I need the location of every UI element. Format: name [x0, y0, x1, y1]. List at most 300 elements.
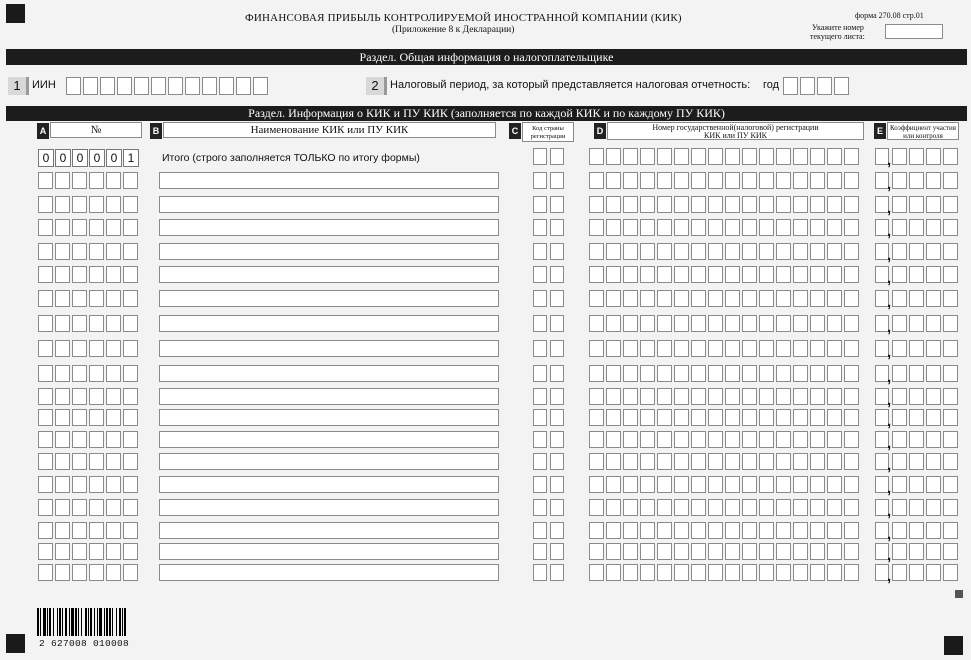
- coefficient-cell[interactable]: [892, 522, 907, 539]
- row-number-cell[interactable]: [72, 266, 87, 283]
- country-code-cell[interactable]: [533, 148, 547, 165]
- coefficient-cell[interactable]: [892, 148, 907, 165]
- coefficient-cell[interactable]: [892, 409, 907, 426]
- registration-number-cell[interactable]: [691, 315, 706, 332]
- registration-number-cell[interactable]: [793, 543, 808, 560]
- name-input[interactable]: [159, 543, 499, 560]
- row-number-cell[interactable]: [106, 365, 121, 382]
- registration-number-cell[interactable]: [827, 476, 842, 493]
- registration-number-cell[interactable]: [759, 243, 774, 260]
- registration-number-cell[interactable]: [742, 290, 757, 307]
- country-code-cell[interactable]: [550, 388, 564, 405]
- name-input[interactable]: [159, 196, 499, 213]
- country-code-cell[interactable]: [550, 431, 564, 448]
- row-number-cell[interactable]: [106, 266, 121, 283]
- name-input[interactable]: [159, 243, 499, 260]
- row-number-cell[interactable]: [38, 431, 53, 448]
- registration-number-cell[interactable]: [589, 388, 604, 405]
- row-number-cell[interactable]: [89, 476, 104, 493]
- coefficient-cell[interactable]: [926, 148, 941, 165]
- row-number-cell[interactable]: [55, 219, 70, 236]
- registration-number-cell[interactable]: [640, 219, 655, 236]
- registration-number-cell[interactable]: [691, 290, 706, 307]
- registration-number-cell[interactable]: [691, 388, 706, 405]
- registration-number-cell[interactable]: [657, 196, 672, 213]
- row-number-cell[interactable]: [106, 388, 121, 405]
- country-code-cell[interactable]: [533, 365, 547, 382]
- country-code-cell[interactable]: [533, 499, 547, 516]
- row-number-cell[interactable]: [72, 431, 87, 448]
- coefficient-cell[interactable]: [926, 196, 941, 213]
- country-code-cell[interactable]: [533, 409, 547, 426]
- registration-number-cell[interactable]: [759, 522, 774, 539]
- registration-number-cell[interactable]: [589, 522, 604, 539]
- registration-number-cell[interactable]: [606, 340, 621, 357]
- registration-number-cell[interactable]: [793, 522, 808, 539]
- registration-number-cell[interactable]: [708, 453, 723, 470]
- registration-number-cell[interactable]: [589, 266, 604, 283]
- row1-digit[interactable]: 0: [89, 149, 105, 167]
- name-input[interactable]: [159, 431, 499, 448]
- registration-number-cell[interactable]: [793, 172, 808, 189]
- row-number-cell[interactable]: [89, 290, 104, 307]
- registration-number-cell[interactable]: [657, 243, 672, 260]
- registration-number-cell[interactable]: [691, 266, 706, 283]
- registration-number-cell[interactable]: [657, 522, 672, 539]
- coefficient-cell[interactable]: [909, 315, 924, 332]
- registration-number-cell[interactable]: [674, 365, 689, 382]
- country-code-cell[interactable]: [533, 219, 547, 236]
- row-number-cell[interactable]: [106, 243, 121, 260]
- row-number-cell[interactable]: [123, 409, 138, 426]
- coefficient-cell[interactable]: [926, 243, 941, 260]
- registration-number-cell[interactable]: [657, 476, 672, 493]
- registration-number-cell[interactable]: [742, 453, 757, 470]
- registration-number-cell[interactable]: [589, 172, 604, 189]
- row-number-cell[interactable]: [123, 476, 138, 493]
- registration-number-cell[interactable]: [810, 409, 825, 426]
- registration-number-cell[interactable]: [844, 340, 859, 357]
- registration-number-cell[interactable]: [759, 499, 774, 516]
- registration-number-cell[interactable]: [623, 522, 638, 539]
- registration-number-cell[interactable]: [589, 431, 604, 448]
- row1-digit[interactable]: 0: [106, 149, 122, 167]
- country-code-cell[interactable]: [533, 453, 547, 470]
- registration-number-cell[interactable]: [793, 564, 808, 581]
- coefficient-cell[interactable]: [909, 564, 924, 581]
- row-number-cell[interactable]: [55, 476, 70, 493]
- row-number-cell[interactable]: [72, 315, 87, 332]
- registration-number-cell[interactable]: [844, 453, 859, 470]
- registration-number-cell[interactable]: [708, 266, 723, 283]
- registration-number-cell[interactable]: [606, 499, 621, 516]
- registration-number-cell[interactable]: [810, 388, 825, 405]
- registration-number-cell[interactable]: [827, 564, 842, 581]
- row-number-cell[interactable]: [89, 365, 104, 382]
- registration-number-cell[interactable]: [827, 315, 842, 332]
- row-number-cell[interactable]: [123, 388, 138, 405]
- row-number-cell[interactable]: [123, 543, 138, 560]
- coefficient-cell[interactable]: [909, 290, 924, 307]
- country-code-cell[interactable]: [533, 476, 547, 493]
- row-number-cell[interactable]: [38, 388, 53, 405]
- registration-number-cell[interactable]: [793, 148, 808, 165]
- country-code-cell[interactable]: [550, 543, 564, 560]
- row-number-cell[interactable]: [72, 365, 87, 382]
- registration-number-cell[interactable]: [844, 409, 859, 426]
- row-number-cell[interactable]: [72, 243, 87, 260]
- coefficient-cell[interactable]: [943, 431, 958, 448]
- row-number-cell[interactable]: [55, 365, 70, 382]
- registration-number-cell[interactable]: [674, 453, 689, 470]
- row1-digit[interactable]: 0: [38, 149, 54, 167]
- country-code-cell[interactable]: [533, 543, 547, 560]
- registration-number-cell[interactable]: [759, 409, 774, 426]
- registration-number-cell[interactable]: [793, 243, 808, 260]
- name-input[interactable]: [159, 172, 499, 189]
- row-number-cell[interactable]: [38, 290, 53, 307]
- row-number-cell[interactable]: [123, 219, 138, 236]
- coefficient-cell[interactable]: [943, 564, 958, 581]
- registration-number-cell[interactable]: [657, 564, 672, 581]
- registration-number-cell[interactable]: [640, 266, 655, 283]
- registration-number-cell[interactable]: [640, 499, 655, 516]
- registration-number-cell[interactable]: [674, 522, 689, 539]
- row-number-cell[interactable]: [106, 564, 121, 581]
- registration-number-cell[interactable]: [793, 266, 808, 283]
- registration-number-cell[interactable]: [725, 431, 740, 448]
- name-input[interactable]: [159, 564, 499, 581]
- registration-number-cell[interactable]: [606, 196, 621, 213]
- registration-number-cell[interactable]: [810, 148, 825, 165]
- row-number-cell[interactable]: [123, 365, 138, 382]
- registration-number-cell[interactable]: [844, 564, 859, 581]
- registration-number-cell[interactable]: [742, 476, 757, 493]
- registration-number-cell[interactable]: [725, 499, 740, 516]
- country-code-cell[interactable]: [550, 453, 564, 470]
- country-code-cell[interactable]: [533, 196, 547, 213]
- coefficient-cell[interactable]: [926, 219, 941, 236]
- registration-number-cell[interactable]: [776, 499, 791, 516]
- coefficient-cell[interactable]: [926, 266, 941, 283]
- country-code-cell[interactable]: [533, 172, 547, 189]
- name-input[interactable]: [159, 290, 499, 307]
- coefficient-cell[interactable]: [943, 543, 958, 560]
- registration-number-cell[interactable]: [742, 148, 757, 165]
- registration-number-cell[interactable]: [776, 453, 791, 470]
- row-number-cell[interactable]: [89, 522, 104, 539]
- registration-number-cell[interactable]: [691, 476, 706, 493]
- registration-number-cell[interactable]: [623, 476, 638, 493]
- row-number-cell[interactable]: [89, 219, 104, 236]
- registration-number-cell[interactable]: [844, 196, 859, 213]
- registration-number-cell[interactable]: [708, 522, 723, 539]
- registration-number-cell[interactable]: [793, 340, 808, 357]
- row-number-cell[interactable]: [38, 219, 53, 236]
- registration-number-cell[interactable]: [810, 453, 825, 470]
- registration-number-cell[interactable]: [725, 219, 740, 236]
- registration-number-cell[interactable]: [793, 388, 808, 405]
- registration-number-cell[interactable]: [810, 476, 825, 493]
- country-code-cell[interactable]: [533, 266, 547, 283]
- registration-number-cell[interactable]: [759, 290, 774, 307]
- registration-number-cell[interactable]: [708, 340, 723, 357]
- registration-number-cell[interactable]: [606, 243, 621, 260]
- registration-number-cell[interactable]: [725, 172, 740, 189]
- registration-number-cell[interactable]: [810, 499, 825, 516]
- row-number-cell[interactable]: [106, 476, 121, 493]
- registration-number-cell[interactable]: [708, 365, 723, 382]
- registration-number-cell[interactable]: [657, 388, 672, 405]
- coefficient-cell[interactable]: [892, 340, 907, 357]
- country-code-cell[interactable]: [550, 266, 564, 283]
- row-number-cell[interactable]: [123, 431, 138, 448]
- row-number-cell[interactable]: [38, 543, 53, 560]
- registration-number-cell[interactable]: [810, 365, 825, 382]
- registration-number-cell[interactable]: [844, 148, 859, 165]
- row-number-cell[interactable]: [72, 453, 87, 470]
- coefficient-cell[interactable]: [943, 409, 958, 426]
- registration-number-cell[interactable]: [844, 290, 859, 307]
- country-code-cell[interactable]: [533, 564, 547, 581]
- coefficient-cell[interactable]: [892, 453, 907, 470]
- coefficient-cell[interactable]: [909, 499, 924, 516]
- row-number-cell[interactable]: [106, 196, 121, 213]
- registration-number-cell[interactable]: [589, 476, 604, 493]
- row-number-cell[interactable]: [123, 499, 138, 516]
- coefficient-cell[interactable]: [926, 409, 941, 426]
- registration-number-cell[interactable]: [776, 243, 791, 260]
- coefficient-cell[interactable]: [909, 476, 924, 493]
- coefficient-cell[interactable]: [892, 315, 907, 332]
- row-number-cell[interactable]: [55, 431, 70, 448]
- registration-number-cell[interactable]: [759, 219, 774, 236]
- registration-number-cell[interactable]: [657, 543, 672, 560]
- registration-number-cell[interactable]: [810, 315, 825, 332]
- year-input[interactable]: [783, 77, 849, 95]
- registration-number-cell[interactable]: [623, 499, 638, 516]
- registration-number-cell[interactable]: [674, 499, 689, 516]
- registration-number-cell[interactable]: [691, 431, 706, 448]
- sheet-number-input[interactable]: [885, 24, 943, 39]
- country-code-cell[interactable]: [550, 476, 564, 493]
- country-code-cell[interactable]: [550, 564, 564, 581]
- registration-number-cell[interactable]: [589, 340, 604, 357]
- registration-number-cell[interactable]: [674, 219, 689, 236]
- registration-number-cell[interactable]: [623, 266, 638, 283]
- registration-number-cell[interactable]: [640, 522, 655, 539]
- registration-number-cell[interactable]: [742, 196, 757, 213]
- registration-number-cell[interactable]: [708, 431, 723, 448]
- coefficient-cell[interactable]: [926, 365, 941, 382]
- registration-number-cell[interactable]: [827, 219, 842, 236]
- coefficient-cell[interactable]: [909, 453, 924, 470]
- registration-number-cell[interactable]: [657, 409, 672, 426]
- registration-number-cell[interactable]: [640, 340, 655, 357]
- coefficient-cell[interactable]: [909, 365, 924, 382]
- registration-number-cell[interactable]: [640, 431, 655, 448]
- coefficient-cell[interactable]: [943, 172, 958, 189]
- registration-number-cell[interactable]: [776, 148, 791, 165]
- coefficient-cell[interactable]: [892, 499, 907, 516]
- row-number-cell[interactable]: [89, 340, 104, 357]
- registration-number-cell[interactable]: [827, 266, 842, 283]
- registration-number-cell[interactable]: [606, 409, 621, 426]
- coefficient-cell[interactable]: [926, 476, 941, 493]
- coefficient-cell[interactable]: [943, 148, 958, 165]
- registration-number-cell[interactable]: [759, 315, 774, 332]
- coefficient-cell[interactable]: [909, 219, 924, 236]
- coefficient-cell[interactable]: [943, 365, 958, 382]
- row-number-cell[interactable]: [89, 388, 104, 405]
- registration-number-cell[interactable]: [606, 266, 621, 283]
- registration-number-cell[interactable]: [827, 388, 842, 405]
- row-number-cell[interactable]: [72, 476, 87, 493]
- registration-number-cell[interactable]: [640, 243, 655, 260]
- registration-number-cell[interactable]: [725, 340, 740, 357]
- registration-number-cell[interactable]: [793, 290, 808, 307]
- registration-number-cell[interactable]: [606, 365, 621, 382]
- row-number-cell[interactable]: [123, 522, 138, 539]
- registration-number-cell[interactable]: [776, 388, 791, 405]
- registration-number-cell[interactable]: [640, 388, 655, 405]
- row-number-cell[interactable]: [123, 564, 138, 581]
- registration-number-cell[interactable]: [674, 543, 689, 560]
- registration-number-cell[interactable]: [776, 266, 791, 283]
- row-number-cell[interactable]: [55, 409, 70, 426]
- registration-number-cell[interactable]: [810, 266, 825, 283]
- registration-number-cell[interactable]: [589, 543, 604, 560]
- name-input[interactable]: [159, 219, 499, 236]
- coefficient-cell[interactable]: [926, 453, 941, 470]
- country-code-cell[interactable]: [550, 148, 564, 165]
- country-code-cell[interactable]: [533, 388, 547, 405]
- registration-number-cell[interactable]: [742, 564, 757, 581]
- registration-number-cell[interactable]: [623, 388, 638, 405]
- coefficient-cell[interactable]: [909, 196, 924, 213]
- registration-number-cell[interactable]: [742, 243, 757, 260]
- row-number-cell[interactable]: [72, 388, 87, 405]
- registration-number-cell[interactable]: [827, 243, 842, 260]
- name-input[interactable]: [159, 388, 499, 405]
- registration-number-cell[interactable]: [640, 172, 655, 189]
- registration-number-cell[interactable]: [589, 453, 604, 470]
- registration-number-cell[interactable]: [725, 266, 740, 283]
- registration-number-cell[interactable]: [844, 388, 859, 405]
- coefficient-cell[interactable]: [892, 431, 907, 448]
- row-number-cell[interactable]: [123, 315, 138, 332]
- registration-number-cell[interactable]: [708, 476, 723, 493]
- registration-number-cell[interactable]: [742, 266, 757, 283]
- row1-digit[interactable]: 0: [55, 149, 71, 167]
- registration-number-cell[interactable]: [827, 543, 842, 560]
- registration-number-cell[interactable]: [776, 315, 791, 332]
- name-input[interactable]: [159, 340, 499, 357]
- registration-number-cell[interactable]: [759, 564, 774, 581]
- registration-number-cell[interactable]: [742, 522, 757, 539]
- coefficient-cell[interactable]: [926, 315, 941, 332]
- row-number-cell[interactable]: [106, 409, 121, 426]
- registration-number-cell[interactable]: [827, 431, 842, 448]
- registration-number-cell[interactable]: [742, 340, 757, 357]
- registration-number-cell[interactable]: [606, 543, 621, 560]
- registration-number-cell[interactable]: [640, 476, 655, 493]
- row-number-cell[interactable]: [89, 409, 104, 426]
- row-number-cell[interactable]: [123, 290, 138, 307]
- country-code-cell[interactable]: [533, 315, 547, 332]
- name-input[interactable]: [159, 453, 499, 470]
- registration-number-cell[interactable]: [623, 453, 638, 470]
- coefficient-cell[interactable]: [943, 522, 958, 539]
- registration-number-cell[interactable]: [657, 219, 672, 236]
- registration-number-cell[interactable]: [759, 388, 774, 405]
- name-input[interactable]: [159, 365, 499, 382]
- row-number-cell[interactable]: [89, 266, 104, 283]
- registration-number-cell[interactable]: [844, 172, 859, 189]
- row-number-cell[interactable]: [72, 543, 87, 560]
- registration-number-cell[interactable]: [725, 476, 740, 493]
- country-code-cell[interactable]: [550, 196, 564, 213]
- row-number-cell[interactable]: [55, 522, 70, 539]
- country-code-cell[interactable]: [533, 431, 547, 448]
- row-number-cell[interactable]: [38, 172, 53, 189]
- registration-number-cell[interactable]: [827, 522, 842, 539]
- registration-number-cell[interactable]: [606, 388, 621, 405]
- registration-number-cell[interactable]: [827, 340, 842, 357]
- registration-number-cell[interactable]: [589, 243, 604, 260]
- registration-number-cell[interactable]: [606, 172, 621, 189]
- registration-number-cell[interactable]: [640, 543, 655, 560]
- coefficient-cell[interactable]: [909, 266, 924, 283]
- registration-number-cell[interactable]: [844, 315, 859, 332]
- country-code-cell[interactable]: [550, 499, 564, 516]
- registration-number-cell[interactable]: [793, 196, 808, 213]
- row-number-cell[interactable]: [106, 431, 121, 448]
- registration-number-cell[interactable]: [827, 409, 842, 426]
- registration-number-cell[interactable]: [674, 409, 689, 426]
- registration-number-cell[interactable]: [623, 315, 638, 332]
- registration-number-cell[interactable]: [708, 196, 723, 213]
- registration-number-cell[interactable]: [742, 388, 757, 405]
- registration-number-cell[interactable]: [793, 431, 808, 448]
- registration-number-cell[interactable]: [827, 453, 842, 470]
- registration-number-cell[interactable]: [623, 409, 638, 426]
- registration-number-cell[interactable]: [844, 431, 859, 448]
- registration-number-cell[interactable]: [589, 148, 604, 165]
- registration-number-cell[interactable]: [691, 148, 706, 165]
- row-number-cell[interactable]: [72, 340, 87, 357]
- registration-number-cell[interactable]: [623, 196, 638, 213]
- registration-number-cell[interactable]: [725, 453, 740, 470]
- row-number-cell[interactable]: [89, 543, 104, 560]
- registration-number-cell[interactable]: [606, 219, 621, 236]
- country-code-cell[interactable]: [533, 243, 547, 260]
- registration-number-cell[interactable]: [742, 172, 757, 189]
- registration-number-cell[interactable]: [759, 476, 774, 493]
- registration-number-cell[interactable]: [623, 543, 638, 560]
- row-number-cell[interactable]: [72, 522, 87, 539]
- country-code-cell[interactable]: [550, 365, 564, 382]
- registration-number-cell[interactable]: [691, 543, 706, 560]
- registration-number-cell[interactable]: [589, 499, 604, 516]
- iin-input[interactable]: [66, 77, 268, 95]
- coefficient-cell[interactable]: [892, 196, 907, 213]
- registration-number-cell[interactable]: [810, 564, 825, 581]
- row-number-cell[interactable]: [55, 543, 70, 560]
- registration-number-cell[interactable]: [827, 148, 842, 165]
- coefficient-cell[interactable]: [909, 431, 924, 448]
- registration-number-cell[interactable]: [742, 499, 757, 516]
